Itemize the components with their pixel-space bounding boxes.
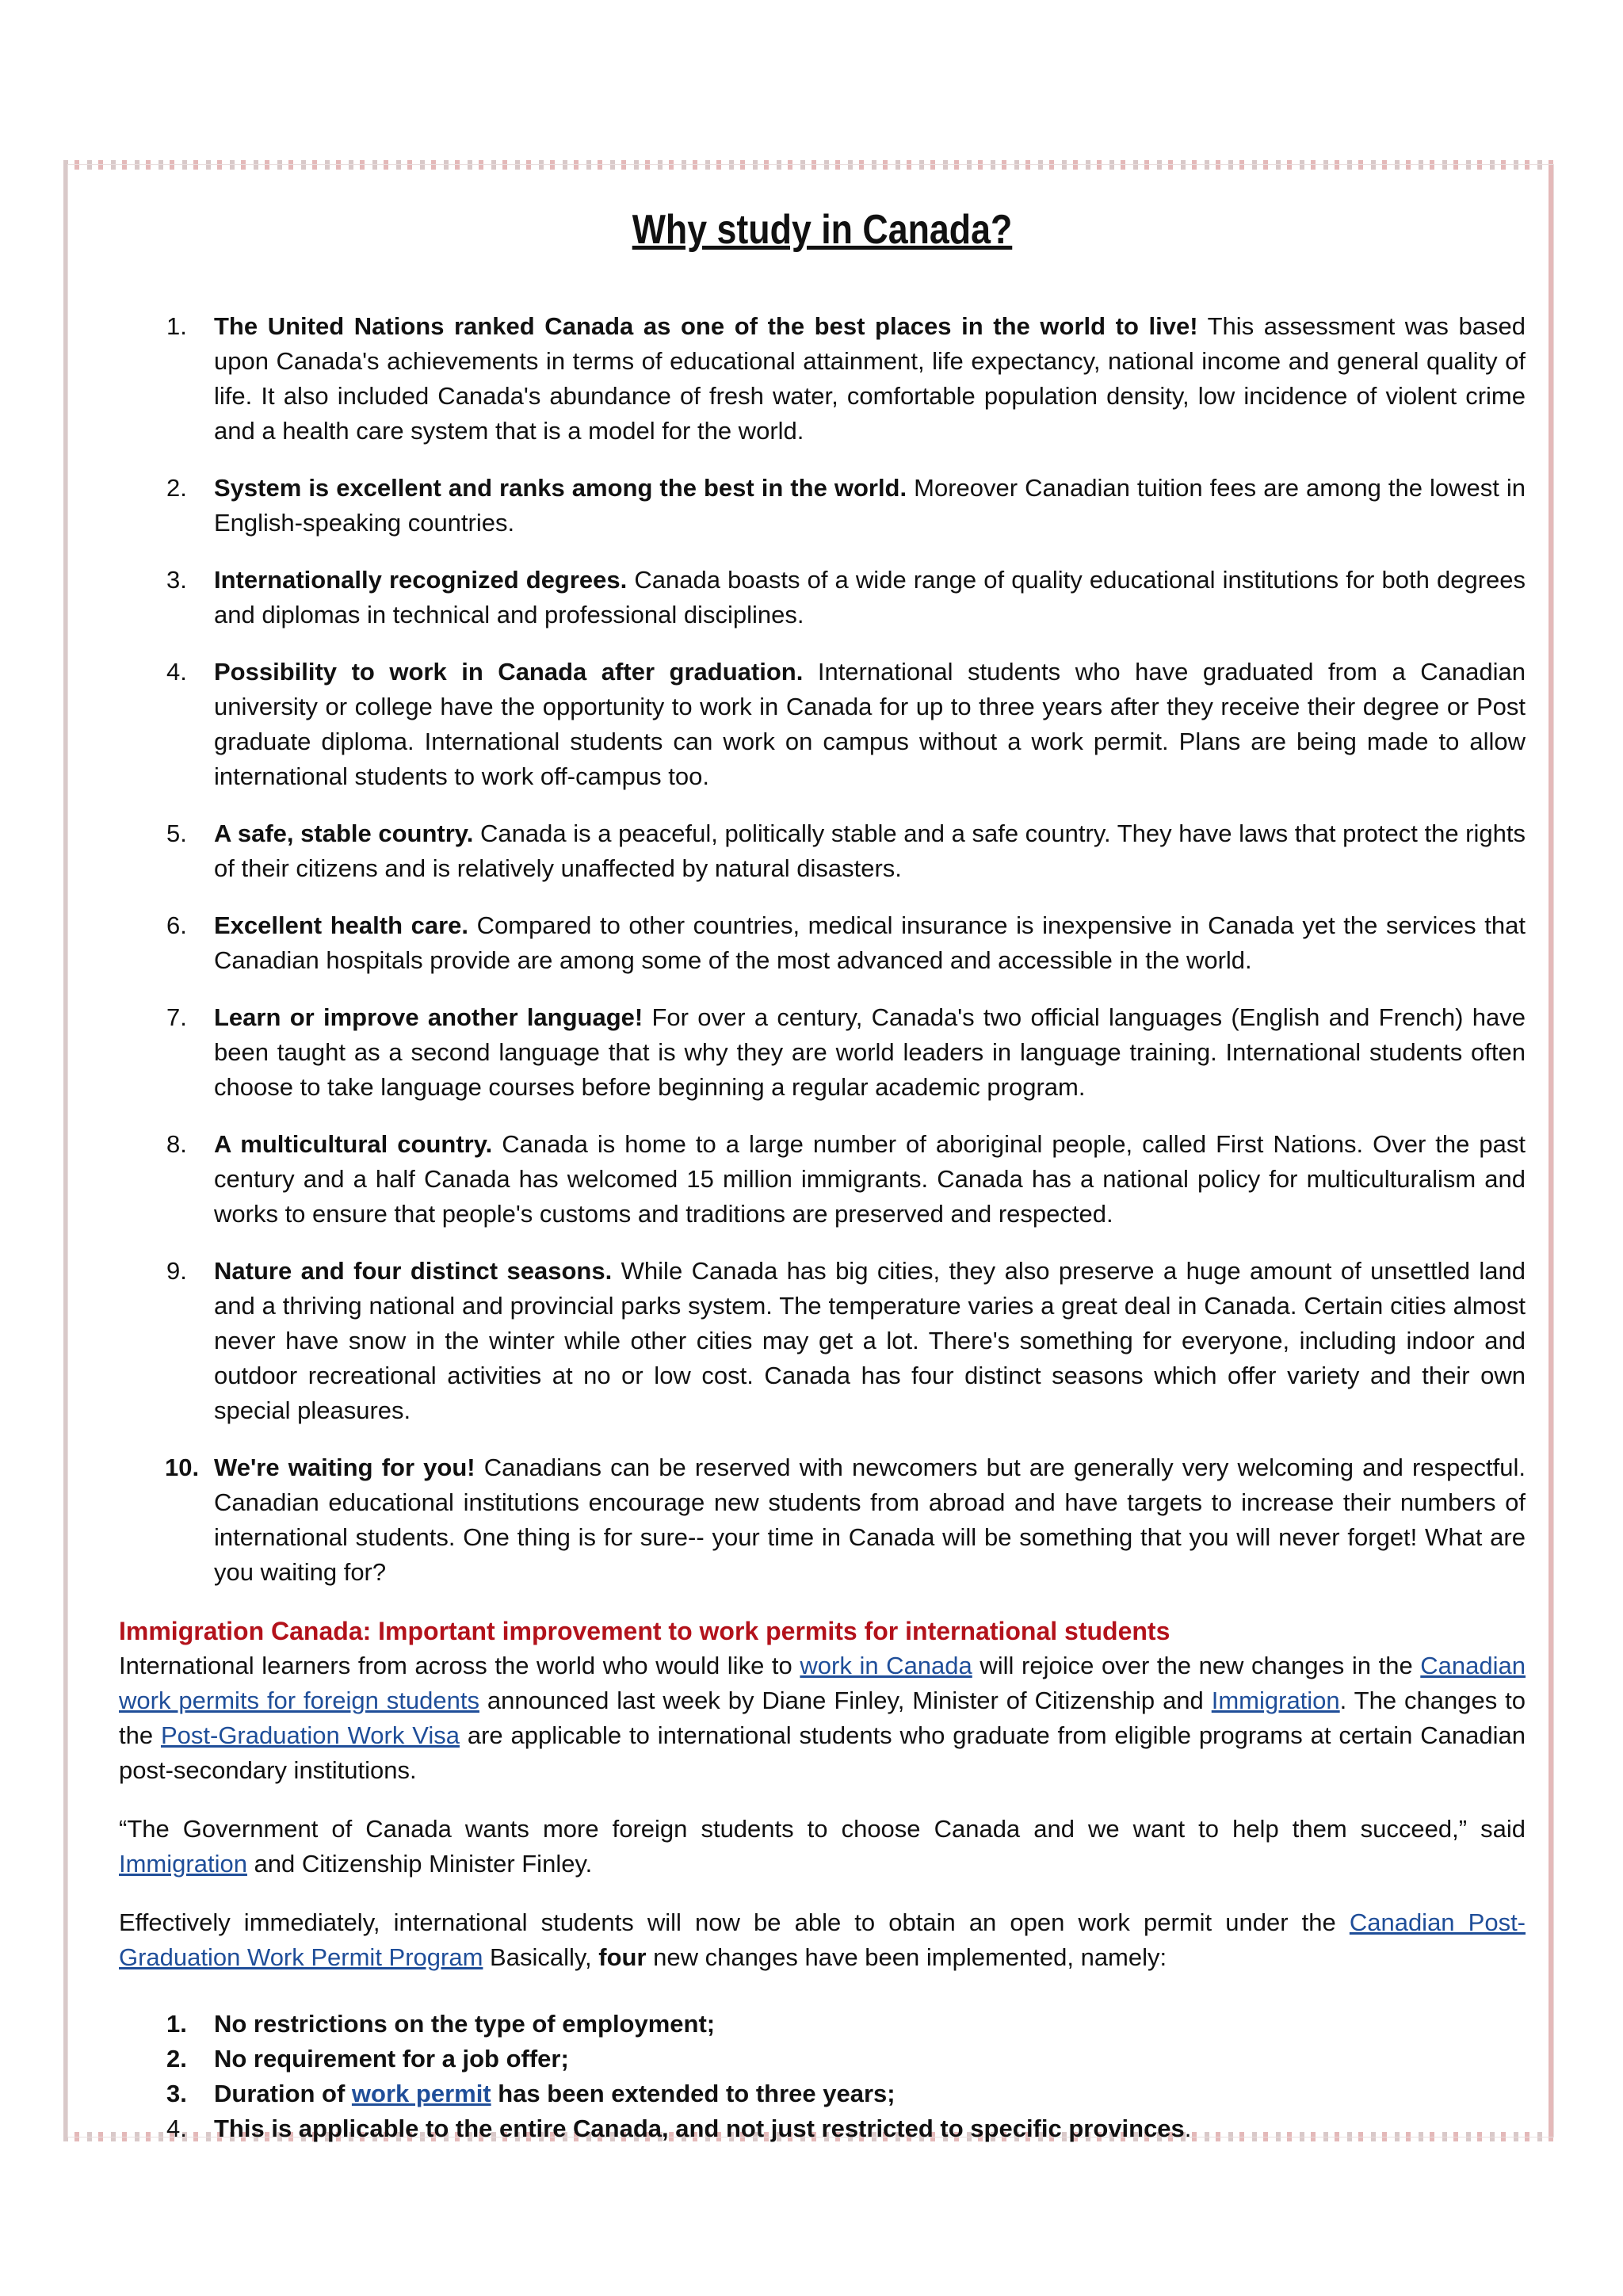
- text-run: four: [598, 1943, 647, 1971]
- item-number: 10.: [165, 1454, 200, 1481]
- item-lead: Learn or improve another language!: [214, 1003, 643, 1031]
- list-item: [119, 2007, 1526, 2042]
- text-run: Basically,: [483, 1943, 599, 1971]
- item-text: No restrictions on the type of employment;: [214, 2010, 716, 2038]
- link-canadian-work-permits[interactable]: Canadian work permits for foreign students: [119, 1652, 1526, 1714]
- link-work-in-canada[interactable]: work in Canada: [800, 1652, 972, 1679]
- list-item: [119, 1254, 1526, 1428]
- list-item: [119, 1450, 1526, 1590]
- item-number: 1.: [166, 2010, 187, 2038]
- item-lead: Nature and four distinct seasons.: [214, 1257, 613, 1285]
- item-lead: Excellent health care.: [214, 911, 469, 939]
- item-text: International students who have graduated from a Canadian university or college have the opportunity to work in Canada for up to three years after they receive their degree or Post graduate diploma. International students can work on campus without a work permit. Plans are being made to allow international students to work off-campus too.: [214, 658, 1526, 790]
- item-text: Canadians can be reserved with newcomers but are generally very welcoming and respectful. Canadian educational institutions encourage new students from abroad and have targets to increase their numbers of international students. One thing is for sure-- your time in Canada will be something that you will never forget! What are you waiting for?: [214, 1454, 1526, 1586]
- changes-list: [119, 2007, 1526, 2146]
- item-number: 3.: [166, 2080, 187, 2107]
- list-item: [119, 1000, 1526, 1105]
- item-text: Canada is home to a large number of aboriginal people, called First Nations. Over the past century and a half Canada has welcomed 15 million immigrants. Canada has a national policy for multiculturalism and works to ensure that people's customs and traditions are preserved and respected.: [214, 1130, 1526, 1228]
- item-lead: A safe, stable country.: [214, 819, 474, 847]
- list-item: [119, 655, 1526, 794]
- item-number: 2.: [166, 474, 187, 502]
- item-text: Canada is a peaceful, politically stable and a safe country. They have laws that protect the rights of their citizens and is relatively unaffected by natural disasters.: [214, 819, 1526, 882]
- item-text: Compared to other countries, medical insurance is inexpensive in Canada yet the services that Canadian hospitals provide are among some of the most advanced and accessible in the world.: [214, 911, 1526, 974]
- item-lead: System is excellent and ranks among the best in the world.: [214, 474, 907, 502]
- list-item: [119, 1127, 1526, 1232]
- item-number: 4.: [166, 658, 187, 686]
- list-item: [119, 309, 1526, 449]
- page-title: Why study in Canada?: [632, 207, 1013, 253]
- list-item: [119, 563, 1526, 632]
- link-work-permit[interactable]: work permit: [351, 2080, 491, 2107]
- section-heading: Immigration Canada: Important improvement to work permits for international students: [119, 1617, 1170, 1645]
- paragraph: [119, 1905, 1526, 1975]
- item-lead: We're waiting for you!: [214, 1454, 475, 1481]
- link-immigration[interactable]: Immigration: [1211, 1687, 1340, 1714]
- item-text: No requirement for a job offer;: [214, 2045, 569, 2073]
- item-number: 3.: [166, 566, 187, 594]
- paragraph: [119, 1648, 1526, 1788]
- item-number: 2.: [166, 2045, 187, 2073]
- item-text: Duration of: [214, 2080, 352, 2107]
- link-post-graduation-work-permit-program[interactable]: Canadian Post-Graduation Work Permit Program: [119, 1908, 1526, 1971]
- document-body: [119, 206, 1526, 2146]
- item-text: Moreover Canadian tuition fees are among the lowest in English-speaking countries.: [214, 474, 1526, 537]
- item-text: Canada boasts of a wide range of quality educational institutions for both degrees and diplomas in technical and professional disciplines.: [214, 566, 1526, 628]
- text-run: International learners from across the world who would like to: [119, 1652, 800, 1679]
- item-number: 1.: [166, 312, 187, 340]
- text-run: . The changes to the: [119, 1687, 1526, 1749]
- immigration-section: [119, 1614, 1526, 1975]
- list-item: [119, 2042, 1526, 2076]
- item-number: 5.: [166, 819, 187, 847]
- item-number: 4.: [166, 2115, 187, 2142]
- item-text: This is applicable to the entire Canada, and not just restricted to specific provinces: [214, 2115, 1185, 2142]
- text-run: new changes have been implemented, namely:: [646, 1943, 1167, 1971]
- text-run: “The Government of Canada wants more foreign students to choose Canada and we want to help them succeed,” said: [119, 1815, 1526, 1843]
- item-lead: Possibility to work in Canada after graduation.: [214, 658, 804, 686]
- item-number: 9.: [166, 1257, 187, 1285]
- item-text: While Canada has big cities, they also preserve a huge amount of unsettled land and a thriving national and provincial parks system. The temperature varies a great deal in Canada. Certain cities almost never have snow in the winter while other cities may get a lot. There's something for everyone, including indoor and outdoor recreational activities at no or low cost. Canada has four distinct seasons which offer variety and their own special pleasures.: [214, 1257, 1526, 1424]
- item-lead: A multicultural country.: [214, 1130, 493, 1158]
- item-number: 7.: [166, 1003, 187, 1031]
- item-text: This assessment was based upon Canada's achievements in terms of educational attainment, life expectancy, national income and general quality of life. It also included Canada's abundance of fresh water, comfortable population density, low incidence of violent crime and a health care system that is a model for the world.: [214, 312, 1526, 445]
- item-text: .: [1184, 2115, 1192, 2142]
- text-run: are applicable to international students who graduate from eligible programs at certain Canadian post-secondary institutions.: [119, 1721, 1526, 1784]
- link-post-graduation-work-visa[interactable]: Post-Graduation Work Visa: [160, 1721, 460, 1749]
- list-item: [119, 908, 1526, 978]
- list-item: [119, 471, 1526, 541]
- item-number: 8.: [166, 1130, 187, 1158]
- reasons-list: [119, 309, 1526, 1590]
- text-run: Effectively immediately, international students will now be able to obtain an open work permit under the: [119, 1908, 1350, 1936]
- list-item: [119, 2111, 1526, 2146]
- paragraph: [119, 1812, 1526, 1881]
- item-lead: Internationally recognized degrees.: [214, 566, 628, 594]
- link-immigration[interactable]: Immigration: [119, 1850, 247, 1878]
- text-run: and Citizenship Minister Finley.: [246, 1850, 593, 1878]
- item-lead: The United Nations ranked Canada as one of the best places in the world to live!: [214, 312, 1198, 340]
- list-item: [119, 816, 1526, 886]
- text-run: announced last week by Diane Finley, Minister of Citizenship and: [479, 1687, 1212, 1714]
- item-number: 6.: [166, 911, 187, 939]
- text-run: will rejoice over the new changes in the: [972, 1652, 1421, 1679]
- item-text: has been extended to three years;: [491, 2080, 896, 2107]
- item-text: For over a century, Canada's two official languages (English and French) have been taught as a second language that is why they are world leaders in language training. International students often choose to take language courses before beginning a regular academic program.: [214, 1003, 1526, 1101]
- list-item: [119, 2076, 1526, 2111]
